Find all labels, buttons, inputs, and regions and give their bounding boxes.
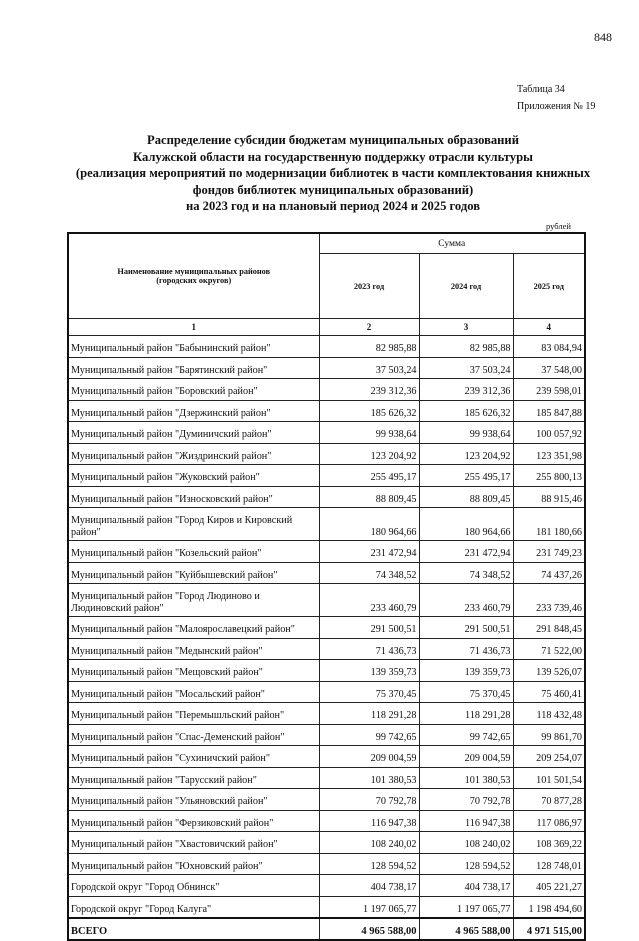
district-name: Муниципальный район "Спас-Деменский район" — [68, 724, 319, 746]
value-2023: 74 348,52 — [319, 562, 419, 584]
table-number-label: Таблица 34 — [517, 84, 565, 95]
value-2023: 108 240,02 — [319, 832, 419, 854]
district-name: Муниципальный район "Боровский район" — [68, 379, 319, 401]
value-2023: 128 594,52 — [319, 853, 419, 875]
table-row — [68, 400, 585, 422]
value-2024: 99 938,64 — [419, 422, 513, 444]
value-2025: 239 598,01 — [513, 379, 585, 401]
district-name: Муниципальный район "Медынский район" — [68, 638, 319, 660]
units-label: рублей — [546, 221, 571, 231]
table-row — [68, 508, 585, 541]
table-row — [68, 896, 585, 918]
value-2023: 71 436,73 — [319, 638, 419, 660]
subsidy-table — [67, 232, 586, 941]
value-2023: 116 947,38 — [319, 810, 419, 832]
appendix-label: Приложения № 19 — [517, 101, 596, 112]
district-name: Муниципальный район "Сухиничский район" — [68, 746, 319, 768]
district-name: Муниципальный район "Хвастовичский район" — [68, 832, 319, 854]
page-number: 848 — [594, 30, 612, 44]
value-2024: 291 500,51 — [419, 617, 513, 639]
total-row — [68, 918, 585, 940]
value-2023: 255 495,17 — [319, 465, 419, 487]
header-sum-group: Сумма — [319, 233, 585, 254]
value-2025: 83 084,94 — [513, 336, 585, 358]
value-2025: 291 848,45 — [513, 617, 585, 639]
value-2025: 118 432,48 — [513, 703, 585, 725]
table-row — [68, 422, 585, 444]
value-2023: 1 197 065,77 — [319, 896, 419, 918]
table-row — [68, 875, 585, 897]
value-2023: 75 370,45 — [319, 681, 419, 703]
value-2024: 233 460,79 — [419, 584, 513, 617]
value-2024: 185 626,32 — [419, 400, 513, 422]
value-2023: 99 742,65 — [319, 724, 419, 746]
value-2025: 233 739,46 — [513, 584, 585, 617]
title-line: фондов библиотек муниципальных образований) — [192, 182, 474, 197]
value-2024: 101 380,53 — [419, 767, 513, 789]
table-row — [68, 832, 585, 854]
table-row — [68, 746, 585, 768]
table-row — [68, 486, 585, 508]
value-2024: 128 594,52 — [419, 853, 513, 875]
value-2025: 99 861,70 — [513, 724, 585, 746]
value-2024: 88 809,45 — [419, 486, 513, 508]
value-2025: 100 057,92 — [513, 422, 585, 444]
value-2025: 75 460,41 — [513, 681, 585, 703]
district-name: Муниципальный район "Перемышльский район" — [68, 703, 319, 725]
value-2023: 70 792,78 — [319, 789, 419, 811]
total-2024: 4 965 588,00 — [419, 918, 513, 940]
value-2023: 118 291,28 — [319, 703, 419, 725]
district-name: Муниципальный район "Дзержинский район" — [68, 400, 319, 422]
table-row — [68, 584, 585, 617]
district-name: Муниципальный район "Ульяновский район" — [68, 789, 319, 811]
table-row — [68, 465, 585, 487]
header-year-2023: 2023 год — [319, 254, 419, 319]
district-name: Муниципальный район "Износковский район" — [68, 486, 319, 508]
table-header — [68, 233, 585, 319]
value-2025: 139 526,07 — [513, 660, 585, 682]
district-name: Муниципальный район "Тарусский район" — [68, 767, 319, 789]
value-2023: 82 985,88 — [319, 336, 419, 358]
header-name-column: Наименование муниципальных районов (городских округов) — [68, 233, 319, 319]
district-name: Муниципальный район "Жуковский район" — [68, 465, 319, 487]
table-body — [68, 319, 585, 941]
value-2025: 37 548,00 — [513, 357, 585, 379]
value-2025: 255 800,13 — [513, 465, 585, 487]
value-2024: 180 964,66 — [419, 508, 513, 541]
value-2025: 71 522,00 — [513, 638, 585, 660]
value-2025: 108 369,22 — [513, 832, 585, 854]
table-row — [68, 541, 585, 563]
district-name: Городской округ "Город Обнинск" — [68, 875, 319, 897]
value-2025: 128 748,01 — [513, 853, 585, 875]
title-line: (реализация мероприятий по модернизации библиотек в части комплектования книжных — [75, 166, 591, 180]
total-2023: 4 965 588,00 — [319, 918, 419, 940]
value-2024: 99 742,65 — [419, 724, 513, 746]
value-2023: 123 204,92 — [319, 443, 419, 465]
value-2024: 74 348,52 — [419, 562, 513, 584]
value-2023: 291 500,51 — [319, 617, 419, 639]
value-2023: 139 359,73 — [319, 660, 419, 682]
district-name: Муниципальный район "Барятинский район" — [68, 357, 319, 379]
value-2025: 70 877,28 — [513, 789, 585, 811]
value-2025: 88 915,46 — [513, 486, 585, 508]
column-number-row — [68, 319, 585, 336]
table-row — [68, 767, 585, 789]
value-2025: 101 501,54 — [513, 767, 585, 789]
table-row — [68, 853, 585, 875]
value-2025: 74 437,26 — [513, 562, 585, 584]
value-2023: 37 503,24 — [319, 357, 419, 379]
column-number: 3 — [419, 319, 513, 336]
table-row — [68, 336, 585, 358]
header-year-2024: 2024 год — [419, 254, 513, 319]
table-row — [68, 562, 585, 584]
table-row — [68, 660, 585, 682]
value-2024: 231 472,94 — [419, 541, 513, 563]
district-name: Городской округ "Город Калуга" — [68, 896, 319, 918]
column-number: 4 — [513, 319, 585, 336]
value-2024: 118 291,28 — [419, 703, 513, 725]
value-2025: 405 221,27 — [513, 875, 585, 897]
district-name: Муниципальный район "Юхновский район" — [68, 853, 319, 875]
district-name: Муниципальный район "Думиничский район" — [68, 422, 319, 444]
value-2025: 123 351,98 — [513, 443, 585, 465]
value-2025: 185 847,88 — [513, 400, 585, 422]
district-name: Муниципальный район "Жиздринский район" — [68, 443, 319, 465]
total-label: ВСЕГО — [68, 918, 319, 940]
value-2023: 88 809,45 — [319, 486, 419, 508]
district-name: Муниципальный район "Ферзиковский район" — [68, 810, 319, 832]
value-2024: 255 495,17 — [419, 465, 513, 487]
title-line: Калужской области на государственную поддержку отрасли культуры — [133, 149, 533, 164]
district-name: Муниципальный район "Город Людиново и Людиновский район" — [68, 584, 319, 617]
district-name: Муниципальный район "Козельский район" — [68, 541, 319, 563]
value-2024: 75 370,45 — [419, 681, 513, 703]
value-2025: 181 180,66 — [513, 508, 585, 541]
table-row — [68, 357, 585, 379]
total-2025: 4 971 515,00 — [513, 918, 585, 940]
value-2023: 231 472,94 — [319, 541, 419, 563]
value-2024: 71 436,73 — [419, 638, 513, 660]
value-2024: 82 985,88 — [419, 336, 513, 358]
value-2023: 404 738,17 — [319, 875, 419, 897]
district-name: Муниципальный район "Мещовский район" — [68, 660, 319, 682]
value-2023: 233 460,79 — [319, 584, 419, 617]
district-name: Муниципальный район "Город Киров и Кировский район" — [68, 508, 319, 541]
value-2024: 116 947,38 — [419, 810, 513, 832]
table-row — [68, 724, 585, 746]
title-line: на 2023 год и на плановый период 2024 и 2025 годов — [185, 199, 481, 213]
value-2025: 209 254,07 — [513, 746, 585, 768]
district-name: Муниципальный район "Бабынинский район" — [68, 336, 319, 358]
value-2024: 37 503,24 — [419, 357, 513, 379]
value-2023: 180 964,66 — [319, 508, 419, 541]
value-2023: 209 004,59 — [319, 746, 419, 768]
table-row — [68, 810, 585, 832]
value-2023: 99 938,64 — [319, 422, 419, 444]
table-row — [68, 379, 585, 401]
table-row — [68, 638, 585, 660]
table-row — [68, 617, 585, 639]
column-number: 2 — [319, 319, 419, 336]
value-2023: 239 312,36 — [319, 379, 419, 401]
value-2024: 209 004,59 — [419, 746, 513, 768]
header-year-2025: 2025 год — [513, 254, 585, 319]
district-name: Муниципальный район "Куйбышевский район" — [68, 562, 319, 584]
value-2025: 231 749,23 — [513, 541, 585, 563]
value-2024: 108 240,02 — [419, 832, 513, 854]
title-line: Распределение субсидии бюджетам муниципальных образований — [147, 133, 519, 147]
table-row — [68, 443, 585, 465]
value-2023: 185 626,32 — [319, 400, 419, 422]
value-2024: 239 312,36 — [419, 379, 513, 401]
value-2024: 404 738,17 — [419, 875, 513, 897]
table-row — [68, 703, 585, 725]
value-2023: 101 380,53 — [319, 767, 419, 789]
value-2025: 1 198 494,60 — [513, 896, 585, 918]
value-2024: 123 204,92 — [419, 443, 513, 465]
district-name: Муниципальный район "Мосальский район" — [68, 681, 319, 703]
value-2024: 139 359,73 — [419, 660, 513, 682]
value-2024: 1 197 065,77 — [419, 896, 513, 918]
value-2024: 70 792,78 — [419, 789, 513, 811]
district-name: Муниципальный район "Малоярославецкий район" — [68, 617, 319, 639]
table-row — [68, 789, 585, 811]
document-title — [40, 132, 626, 215]
table-row — [68, 681, 585, 703]
column-number: 1 — [68, 319, 319, 336]
value-2025: 117 086,97 — [513, 810, 585, 832]
